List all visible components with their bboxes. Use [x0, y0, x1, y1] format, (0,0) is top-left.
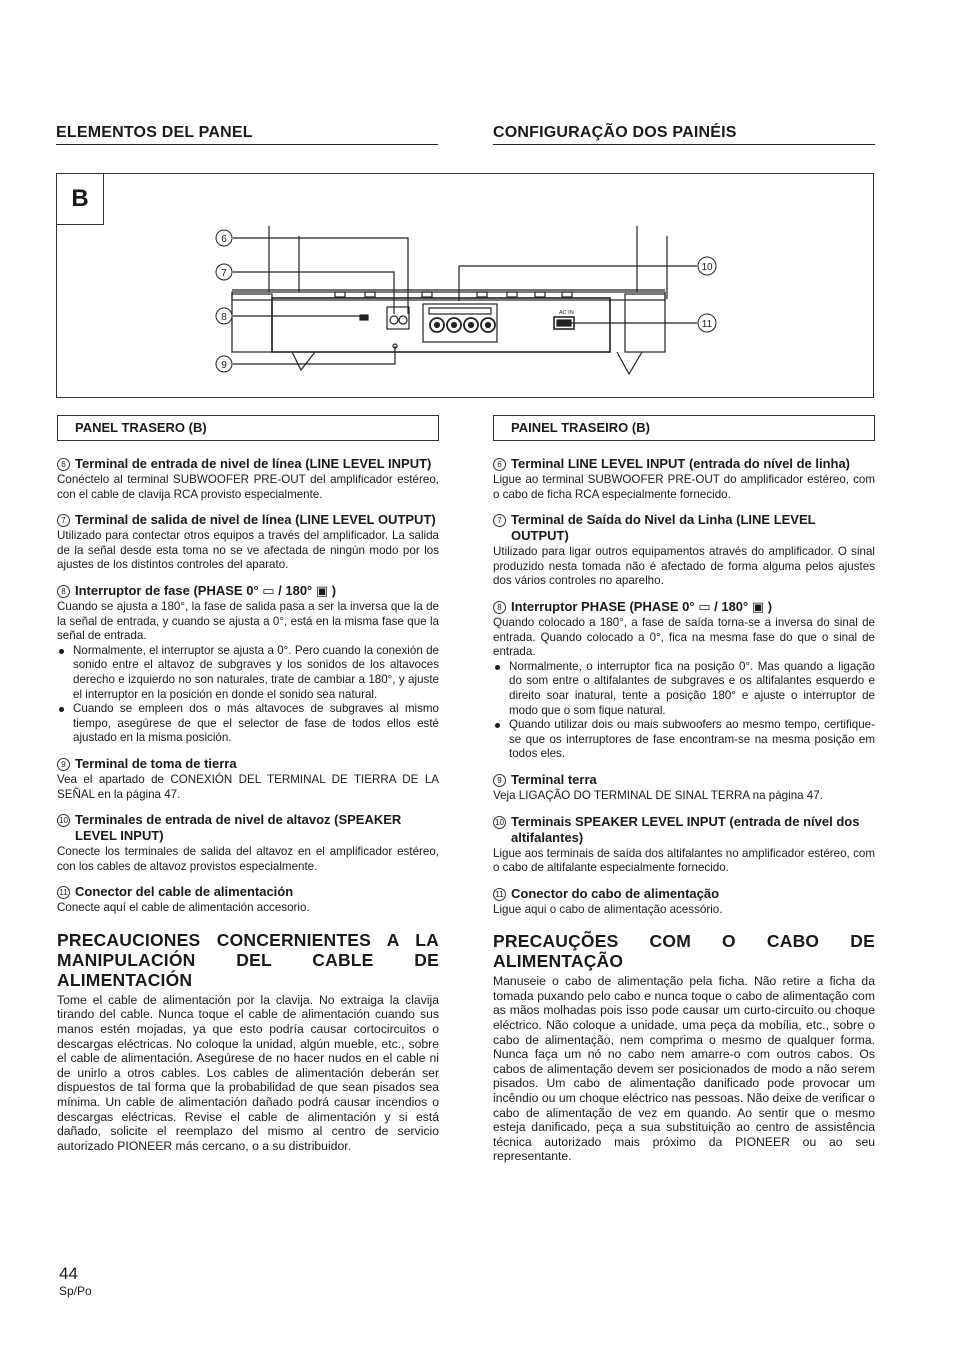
number-badge-8: 8: [57, 585, 70, 598]
item-10: [493, 814, 875, 876]
item-title: Interruptor de fase (PHASE 0° ▭ / 180° ▣ ): [75, 582, 337, 598]
figure-label: B: [57, 174, 104, 225]
item-body: Vea el apartado de CONEXIÓN DEL TERMINAL DE TIERRA DE LA SEÑAL en la página 47.: [57, 772, 439, 801]
number-badge-6: 6: [57, 458, 70, 471]
item-6: [493, 456, 875, 502]
number-badge-6: 6: [493, 458, 506, 471]
callout-9-label: 9: [221, 360, 227, 371]
heading-configuracao-dos-paineis: CONFIGURAÇÃO DOS PAINÉIS: [493, 124, 875, 145]
callout-6-label: 6: [221, 234, 227, 245]
item-title: Terminal de Saída do Nivel da Linha (LINE LEVEL OUTPUT): [511, 512, 816, 544]
bullet-item: Cuando se empleen dos o más altavoces de subgraves al mismo tiempo, asegúrese de que el selector de fase de todos ellos esté ajustado en la misma posición.: [57, 702, 439, 746]
number-badge-11: 11: [57, 886, 70, 899]
number-badge-7: 7: [57, 514, 70, 527]
item-body: Conecte aquí el cable de alimentación accesorio.: [57, 901, 310, 915]
section-title: PRECAUÇÕES COM O CABO DE ALIMENTAÇÃO: [493, 931, 875, 972]
item-title: Conector del cable de alimentación: [75, 884, 294, 900]
item-title: Terminal terra: [511, 771, 597, 787]
item-8: [493, 599, 875, 762]
item-body: Quando colocado a 180°, a fase de saída torna-se a inversa do sinal de entrada. Quando colocado a 0°, fica na mesma fase do que o sinal de entrada.: [493, 615, 875, 659]
bullet-item: Normalmente, o interruptor fica na posição 0°. Mas quando a ligação do som entre o altifalantes de subgraves e os altifalantes esquerdo e direito soar inatural, tente a posição 180° e ajuste o interruptor de modo que o som fique natural.: [493, 660, 875, 718]
language-code: Sp/Po: [59, 1284, 92, 1298]
item-6: [57, 456, 439, 502]
item-body: Utilizado para contectar otros equipos a través del amplificador. La salida de la señal desde esta toma no se ve afectada de ningún modo por los ajustes de los distintos controles del aparato.: [57, 529, 439, 572]
item-11: [493, 886, 875, 918]
item-title: Terminal de toma de tierra: [75, 755, 237, 771]
bullet-item: Quando utilizar dois ou mais subwoofers ao mesmo tempo, certifique-se que os interruptores de fase encontram-se na mesma posição em todos eles.: [493, 718, 875, 762]
painel-traseiro-title: PAINEL TRASEIRO (B): [511, 420, 650, 435]
item-title: Terminal LINE LEVEL INPUT (entrada do nível de linha): [511, 456, 851, 471]
item-7: [57, 512, 439, 573]
item-7: [493, 512, 875, 589]
item-title: Terminal de entrada de nivel de línea (LINE LEVEL INPUT): [75, 456, 432, 471]
number-badge-8: 8: [493, 601, 506, 614]
number-badge-9: 9: [57, 758, 70, 771]
item-10: [57, 812, 439, 874]
item-body: Ligue aos terminais de saída dos altifalantes no amplificador estéreo, com o cabo de altifalante especialmente fornecido.: [493, 846, 875, 875]
item-body: Ligue ao terminal SUBWOOFER PRE-OUT do amplificador estéreo, com o cabo de ficha RCA especialmente fornecido.: [493, 473, 875, 501]
item-title: Interruptor PHASE (PHASE 0° ▭ / 180° ▣ ): [511, 598, 773, 614]
item-9: [57, 756, 439, 802]
item-title: Terminales de entrada de nivel de altavoz (SPEAKER LEVEL INPUT): [75, 812, 402, 844]
item-11: [57, 884, 439, 916]
number-badge-7: 7: [493, 514, 506, 527]
section-title: PRECAUCIONES CONCERNIENTES A LA MANIPULACIÓN DEL CABLE DE ALIMENTACIÓN: [57, 929, 439, 990]
heading-elementos-del-panel: ELEMENTOS DEL PANEL: [56, 124, 438, 145]
panel-trasero-title: PANEL TRASERO (B): [75, 420, 207, 435]
ac-in-label: AC IN: [559, 310, 574, 316]
panel-trasero-box: [57, 415, 439, 441]
item-body: Conecte los terminales de salida del altavoz en el amplificador estéreo, con los cables de altavoz provistos especialmente.: [57, 845, 439, 873]
section-body: Manuseie o cabo de alimentação pela ficha. Não retire a ficha da tomada puxando pelo cabo e nunca toque o cabo de alimentação com as mãos molhadas pois isso pode causar um curto-circuito ou choque eléctrico. Não coloque a unidade, uma peça da mobília, etc., sobre o cabo de alimentação, nem comprima o mesmo de qualquer forma. Nunca faça um nó no cabo nem amarre-o com outros cabos. Os cabos de alimentação devem ser posicionados de modo a não serem pisados. Um cabo de alimentação danificado pode provocar um incêndio ou um choque eléctrico nas pessoas. Não deixe de verificar o cabo de alimentação de vez em quando. Ao sentir que o mesmo esteja danificado, peça a sua substituição ao centro de assistência técnica autorizado mais próximo da PIONEER ou ao seu representante.: [493, 974, 875, 1164]
bullet-list: [493, 660, 875, 762]
item-body: Utilizado para ligar outros equipamentos através do amplificador. O sinal produzido nesta tomada não é afectado de forma alguma pelos ajustes dos vários controles no aparelho.: [493, 545, 875, 588]
item-title: Terminais SPEAKER LEVEL INPUT (entrada de nível dos altifalantes): [511, 813, 860, 845]
item-8: [57, 583, 439, 746]
section-body: Tome el cable de alimentación por la clavija. No extraiga la clavija tirando del cable. Nunca toque el cable de alimentación cuando sus manos estén mojadas, ya que esto podría causar cortocircuitos o descargas eléctricas. No coloque la unidad, algún mueble, etc., sobre el cable de alimentación. Asegúrese de no hacer nudos en el cable ni de unirlo a otros cables. Los cables de alimentación deberán ser dispuestos de tal forma que la probabilidad de que sean pisados sea mínima. Un cable de alimentación dañado podrá causar incendios o descargas eléctricas. Revise el cable de alimentación y si está dañado, solicite el reemplazo del mismo al centro de servicio autorizado PIONEER más cercano, o a su distribuidor.: [57, 992, 439, 1153]
item-body: Conéctelo al terminal SUBWOOFER PRE-OUT del amplificador estéreo, con el cable de clavija RCA provisto especialmente.: [57, 473, 439, 501]
item-title: Terminal de salida de nivel de línea (LINE LEVEL OUTPUT): [75, 512, 436, 528]
number-badge-10: 10: [57, 814, 70, 827]
bullet-list: [57, 644, 439, 746]
number-badge-10: 10: [493, 816, 506, 829]
callout-8-label: 8: [221, 312, 227, 323]
number-badge-9: 9: [493, 774, 506, 787]
callout-7-label: 7: [221, 268, 227, 279]
spanish-column: [57, 456, 439, 1153]
page-number: 44: [59, 1264, 78, 1283]
item-body: Ligue aqui o cabo de alimentação acessório.: [493, 902, 723, 916]
item-body: Veja LIGAÇÃO DO TERMINAL DE SINAL TERRA na página 47.: [493, 788, 823, 802]
number-badge-11: 11: [493, 888, 506, 901]
rear-panel-diagram: [57, 174, 873, 397]
bullet-item: Normalmente, el interruptor se ajusta a 0°. Pero cuando la conexión de sonido entre el altavoz de subgraves y los sonidos de los altavoces derecho e izquierdo no son naturales, trate de cambiar a 180°, y ajuste el interruptor en la posición en donde el sonido sea natural.: [57, 644, 439, 702]
portuguese-column: [493, 456, 875, 1164]
item-title: Conector do cabo de alimentação: [511, 885, 720, 901]
item-9: [493, 772, 875, 804]
painel-traseiro-box: [493, 415, 875, 441]
callout-10-label: 10: [701, 262, 713, 273]
callout-11-label: 11: [701, 319, 713, 330]
item-body: Cuando se ajusta a 180°, la fase de salida pasa a ser la inversa que la de la señal de entrada, y cuando se ajusta a 0°, está en la misma fase que la señal de entrada.: [57, 599, 439, 643]
rear-panel-figure: [56, 173, 874, 398]
